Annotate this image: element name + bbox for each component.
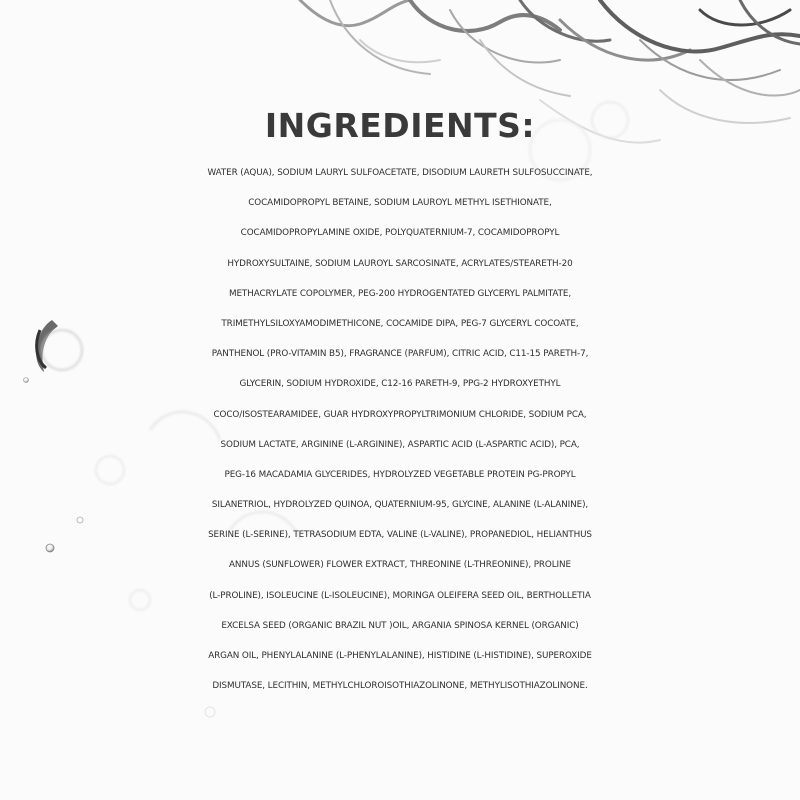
ingredients-line: PEG-16 MACADAMIA GLYCERIDES, HYDROLYZED VEGETABLE PROTEIN PG-PROPYL [224, 469, 576, 480]
ingredients-line: SERINE (L-SERINE), TETRASODIUM EDTA, VALINE (L-VALINE), PROPANEDIOL, HELIANTHUS [208, 530, 592, 541]
ingredients-line: ANNUS (SUNFLOWER) FLOWER EXTRACT, THREONINE (L-THREONINE), PROLINE [228, 560, 571, 571]
ingredients-line: ARGAN OIL, PHENYLALANINE (L-PHENYLALANINE), HISTIDINE (L-HISTIDINE), SUPEROXIDE [208, 651, 592, 661]
ingredients-line: GLYCERIN, SODIUM HYDROXIDE, C12-16 PARETH-9, PPG-2 HYDROXYETHYL [239, 379, 561, 390]
ingredients-line: COCAMIDOPROPYL BETAINE, SODIUM LAUROYL METHYL ISETHIONATE, [248, 198, 552, 209]
ingredients-line: (L-PROLINE), ISOLEUCINE (L-ISOLEUCINE), MORINGA OLEIFERA SEED OIL, BERTHOLLETIA [209, 590, 591, 601]
ingredients-line: SILANETRIOL, HYDROLYZED QUINOA, QUATERNIUM-95, GLYCINE, ALANINE (L-ALANINE), [211, 500, 589, 511]
ingredients-line: TRIMETHYLSILOXYAMODIMETHICONE, COCAMIDE DIPA, PEG-7 GLYCERYL COCOATE, [221, 318, 579, 329]
ingredients-line: SODIUM LACTATE, ARGININE (L-ARGININE), ASPARTIC ACID (L-ASPARTIC ACID), PCA, [220, 439, 580, 450]
ingredients-line: COCAMIDOPROPYLAMINE OXIDE, POLYQUATERNIUM-7, COCAMIDOPROPYL [240, 228, 560, 239]
ingredients-line: COCO/ISOSTEARAMIDEE, GUAR HYDROXYPROPYLTRIMONIUM CHLORIDE, SODIUM PCA, [213, 409, 587, 420]
ingredients-line: HYDROXYSULTAINE, SODIUM LAUROYL SARCOSINATE, ACRYLATES/STEARETH-20 [227, 258, 573, 269]
ingredients-heading: INGREDIENTS: [264, 106, 536, 145]
ingredients-line: PANTHENOL (PRO-VITAMIN B5), FRAGRANCE (PARFUM), CITRIC ACID, C11-15 PARETH-7, [211, 349, 589, 360]
ingredients-line: WATER (AQUA), SODIUM LAURYL SULFOACETATE, DISODIUM LAURETH SULFOSUCCINATE, [207, 168, 593, 178]
ingredients-line: METHACRYLATE COPOLYMER, PEG-200 HYDROGENTATED GLYCERYL PALMITATE, [228, 288, 572, 299]
ingredients-line: DISMUTASE, LECITHIN, METHYLCHLOROISOTHIAZOLINONE, METHYLISOTHIAZOLINONE. [212, 681, 588, 692]
ingredients-line: EXCELSA SEED (ORGANIC BRAZIL NUT )OIL, ARGANIA SPINOSA KERNEL (ORGANIC) [221, 620, 579, 631]
ingredients-list [0, 158, 800, 701]
